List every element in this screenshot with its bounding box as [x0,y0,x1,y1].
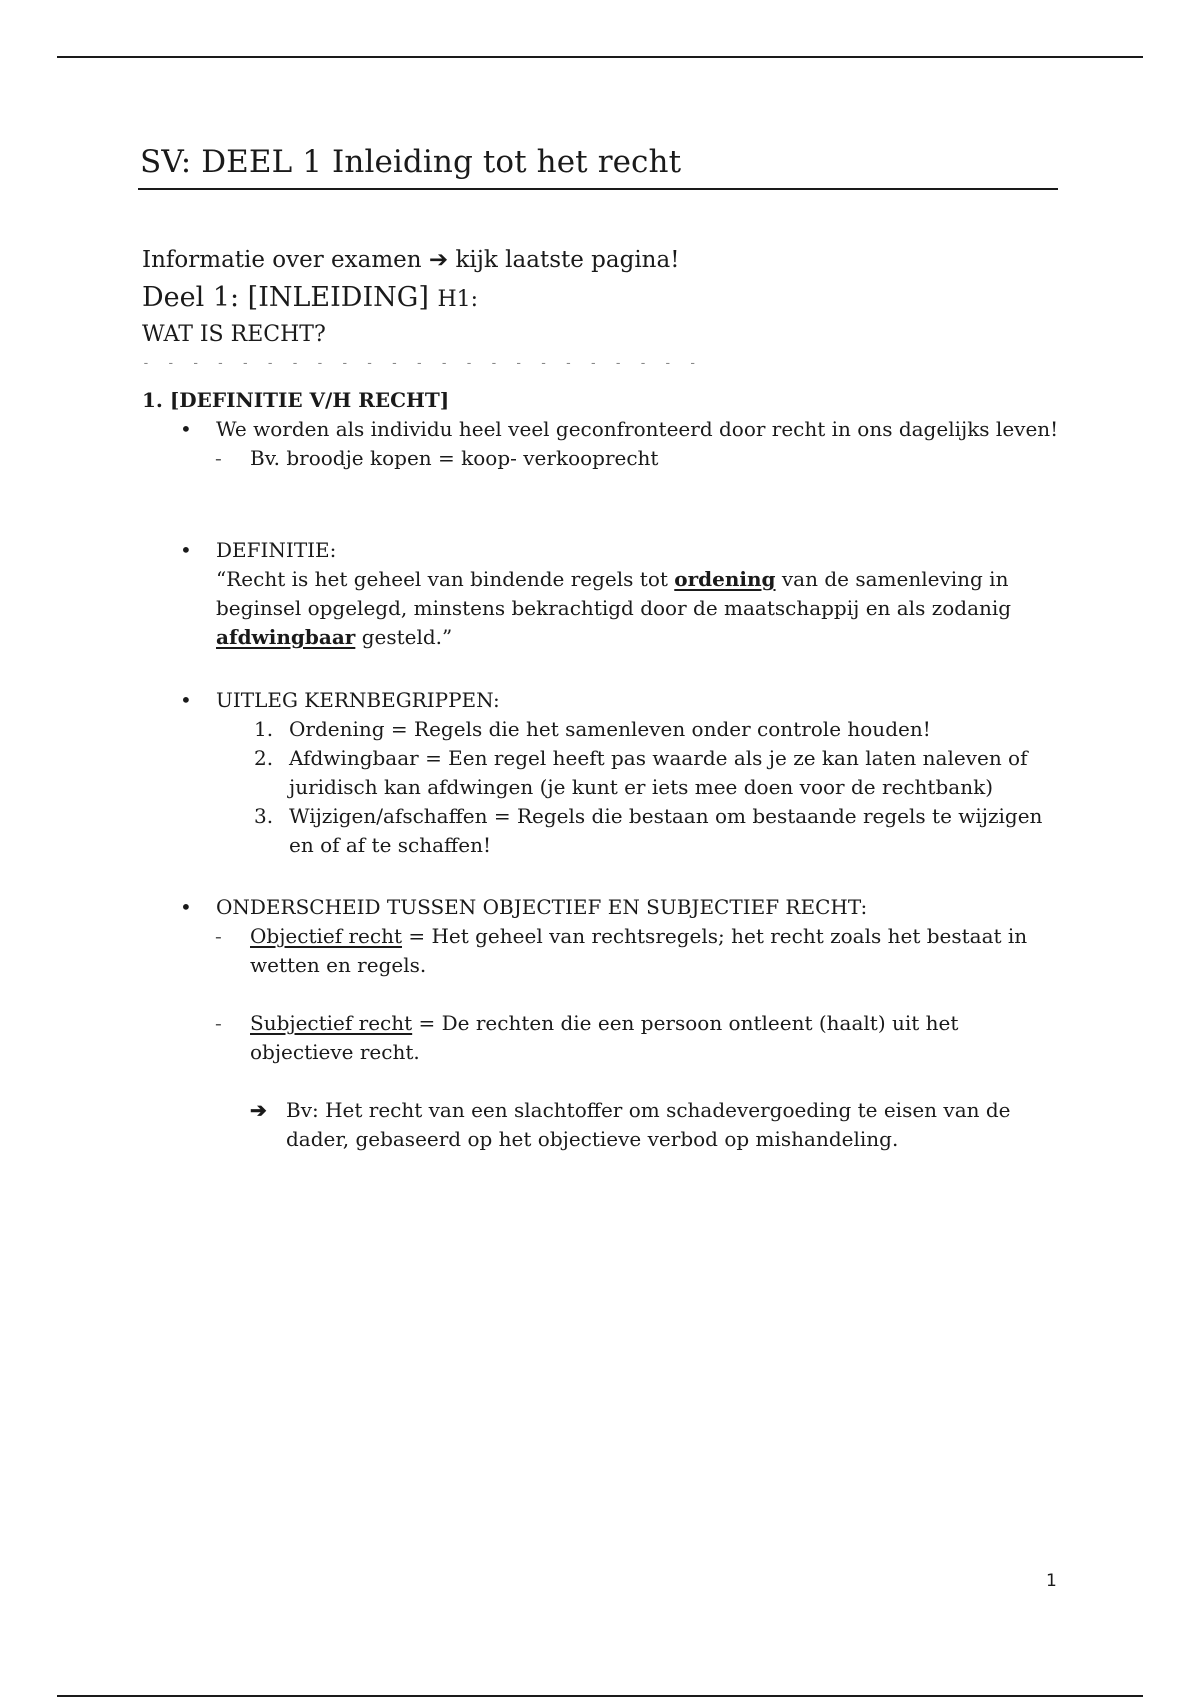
bullet-block-definition [142,536,1062,652]
part-heading [142,280,478,318]
list-item [142,415,1062,444]
part-heading-chapter: H1: [437,287,479,312]
document-body [140,140,1062,1151]
definition-part-2: van de samenleving in beginsel opgelegd, minstens bekrachtigd door de maatschappij en als zodanig [216,567,1012,620]
page-bottom-rule [57,1695,1143,1697]
list-subitem [142,1009,1062,1067]
definition-term-ordening: ordening [674,567,776,591]
list-item [142,893,1062,922]
dash-icon: - [215,446,222,470]
document-title: SV: DEEL 1 Inleiding tot het recht [138,140,1058,190]
numbered-item [142,715,1062,744]
subitem-text: Bv. broodje kopen = koop- verkooprecht [250,446,659,470]
item-text: Ordening = Regels die het samenleven onder controle houden! [289,717,931,741]
definition-part-3: gesteld.” [361,625,453,649]
exam-info-line [142,244,679,276]
numbered-item [142,802,1062,860]
bullet-icon: • [180,688,192,712]
list-item [142,536,1062,652]
section-heading: 1. [DEFINITIE V/H RECHT] [142,388,450,412]
item-text: Afdwingbaar = Een regel heeft pas waarde als je ze kan laten naleven of juridisch kan afdwingen (je kunt er iets mee doen voor de rechtbank) [289,746,1028,799]
definition-term-afdwingbaar: afdwingbaar [216,625,356,649]
bullet-block-objective-subjective [142,893,1062,1154]
list-subitem [142,922,1062,980]
exam-info-link-text: kijk laatste pagina! [455,247,680,273]
subjective-text: = De rechten die een persoon ontleent (haalt) uit het objectieve recht. [250,1011,959,1064]
bullet-icon: • [180,417,192,441]
objective-text: = Het geheel van rechtsregels; het recht zoals het bestaat in wetten en regels. [250,924,1028,977]
example-text: Bv: Het recht van een slachtoffer om schadevergoeding te eisen van de dader, gebaseerd op het objectieve verbod op mishandeling. [286,1098,1011,1151]
key-concepts-label: UITLEG KERNBEGRIPPEN: [216,688,500,712]
list-subitem [142,444,1062,473]
dashed-separator: - - - - - - - - - - - - - - - - - - - - - - - [142,356,702,371]
bullet-icon: • [180,538,192,562]
definition-label: DEFINITIE: [216,538,337,562]
exam-info-text: Informatie over examen [142,247,422,273]
bullet-block-key-concepts [142,686,1062,860]
item-number: 1. [254,717,274,741]
subjective-term: Subjectief recht [250,1011,413,1035]
bullet-block-1 [142,415,1062,473]
numbered-item [142,744,1062,802]
dash-icon: - [215,924,222,948]
page-top-rule [57,56,1143,58]
item-number: 3. [254,804,274,828]
page-number: 1 [1046,1571,1057,1591]
definition-part-1: “Recht is het geheel van bindende regels tot [216,567,668,591]
objective-term: Objectief recht [250,924,402,948]
arrow-icon: ➔ [250,1098,267,1122]
example-item [142,1096,1062,1154]
dash-icon: - [215,1011,222,1035]
list-item [142,686,1062,715]
distinction-label: ONDERSCHEID TUSSEN OBJECTIEF EN SUBJECTIEF RECHT: [216,895,868,919]
bullet-icon: • [180,895,192,919]
definition-text [216,565,1062,652]
item-number: 2. [254,746,274,770]
arrow-icon: ➔ [428,247,449,273]
chapter-question-heading: WAT IS RECHT? [142,322,326,347]
part-heading-main: Deel 1: [INLEIDING] [142,282,429,313]
bullet-text: We worden als individu heel veel geconfronteerd door recht in ons dagelijks leven! [216,417,1059,441]
item-text: Wijzigen/afschaffen = Regels die bestaan om bestaande regels te wijzigen en of af te schaffen! [289,804,1043,857]
